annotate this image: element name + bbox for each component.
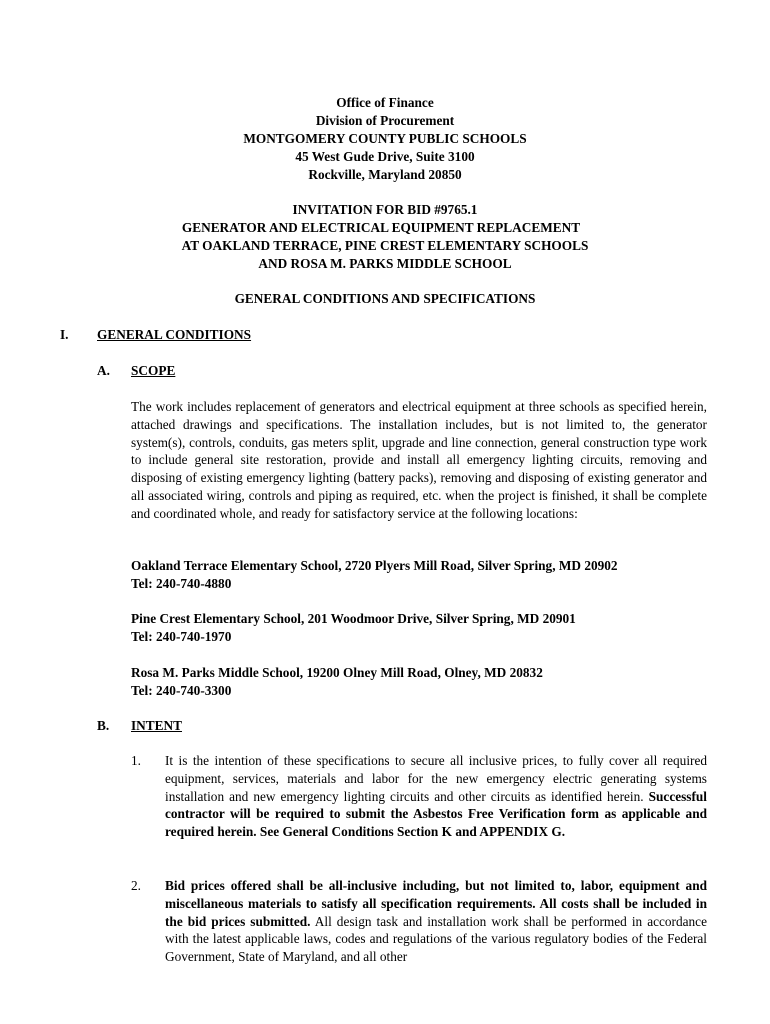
location-phone: Tel: 240-740-3300 <box>131 682 232 698</box>
location-address: Oakland Terrace Elementary School, 2720 Plyers Mill Road, Silver Spring, MD 20902 <box>131 558 618 573</box>
title-line: AT OAKLAND TERRACE, PINE CREST ELEMENTARY SCHOOLS <box>181 238 589 253</box>
location-address: Rosa M. Parks Middle School, 19200 Olney Mill Road, Olney, MD 20832 <box>131 665 543 680</box>
header-line: Office of Finance <box>336 95 434 110</box>
section-heading: GENERAL CONDITIONS <box>97 327 252 342</box>
title-line: AND ROSA M. PARKS MIDDLE SCHOOL <box>258 256 512 271</box>
document-subtitle: GENERAL CONDITIONS AND SPECIFICATIONS <box>234 291 536 306</box>
header-line: Rockville, Maryland 20850 <box>308 167 462 182</box>
subsection-letter: B. <box>97 718 110 733</box>
intent-bold-text: Successful contractor will be required to submit the Asbestos Free Verification form as applicable and required herein. See General Conditions Section K and APPENDIX G. <box>165 788 707 840</box>
list-number: 2. <box>131 878 141 893</box>
subsection-heading: INTENT <box>131 718 182 733</box>
subsection-letter: A. <box>97 363 110 378</box>
list-number: 1. <box>131 753 141 768</box>
scope-paragraph: The work includes replacement of generators and electrical equipment at three schools as specified herein, attached drawings and specifications. The installation includes, but is not limited to, the generator system(s), controls, conduits, gas meters split, upgrade and line connection, general construction type work to include general site restoration, provide and install all emergency lighting circuits, removing and disposing of existing emergency lighting (battery packs), removing and disposing of existing generator and all associated wiring, controls and piping as required, etc. when the project is finished, it shall be complete and coordinated whole, and ready for satisfactory service at the following locations: <box>131 399 707 521</box>
section-number: I. <box>60 327 69 342</box>
intent-text: It is the intention of these specifications to secure all inclusive prices, to fully cover all required equipment, services, materials and labor for the new emergency electric generating systems installation and new emergency lighting circuits and other circuits as identified herein. <box>165 753 707 804</box>
subsection-heading: SCOPE <box>131 363 176 378</box>
title-line: GENERATOR AND ELECTRICAL EQUIPMENT REPLACEMENT <box>181 220 581 235</box>
location-phone: Tel: 240-740-1970 <box>131 628 232 644</box>
header-line: 45 West Gude Drive, Suite 3100 <box>295 149 475 164</box>
location-address: Pine Crest Elementary School, 201 Woodmoor Drive, Silver Spring, MD 20901 <box>131 611 576 626</box>
agency-header <box>0 94 770 184</box>
intent-text: All design task and installation work shall be performed in accordance with the latest applicable laws, codes and regulations of the various regulatory bodies of the Federal Government, State of Maryland, and all other <box>165 913 707 965</box>
intent-bold-text: Bid prices offered shall be all-inclusive including, but not limited to, labor, equipment and miscellaneous materials to satisfy all specification requirements. All costs shall be included in the bid prices submitted. <box>165 878 707 929</box>
header-line: Division of Procurement <box>315 113 455 128</box>
bid-title <box>0 201 770 273</box>
location-phone: Tel: 240-740-4880 <box>131 575 232 591</box>
intent-item <box>165 752 707 841</box>
intent-item <box>165 877 707 966</box>
location-block <box>131 610 576 645</box>
location-block <box>131 557 618 592</box>
title-line: INVITATION FOR BID #9765.1 <box>292 202 478 217</box>
location-block <box>131 664 543 699</box>
header-line: MONTGOMERY COUNTY PUBLIC SCHOOLS <box>243 131 527 146</box>
